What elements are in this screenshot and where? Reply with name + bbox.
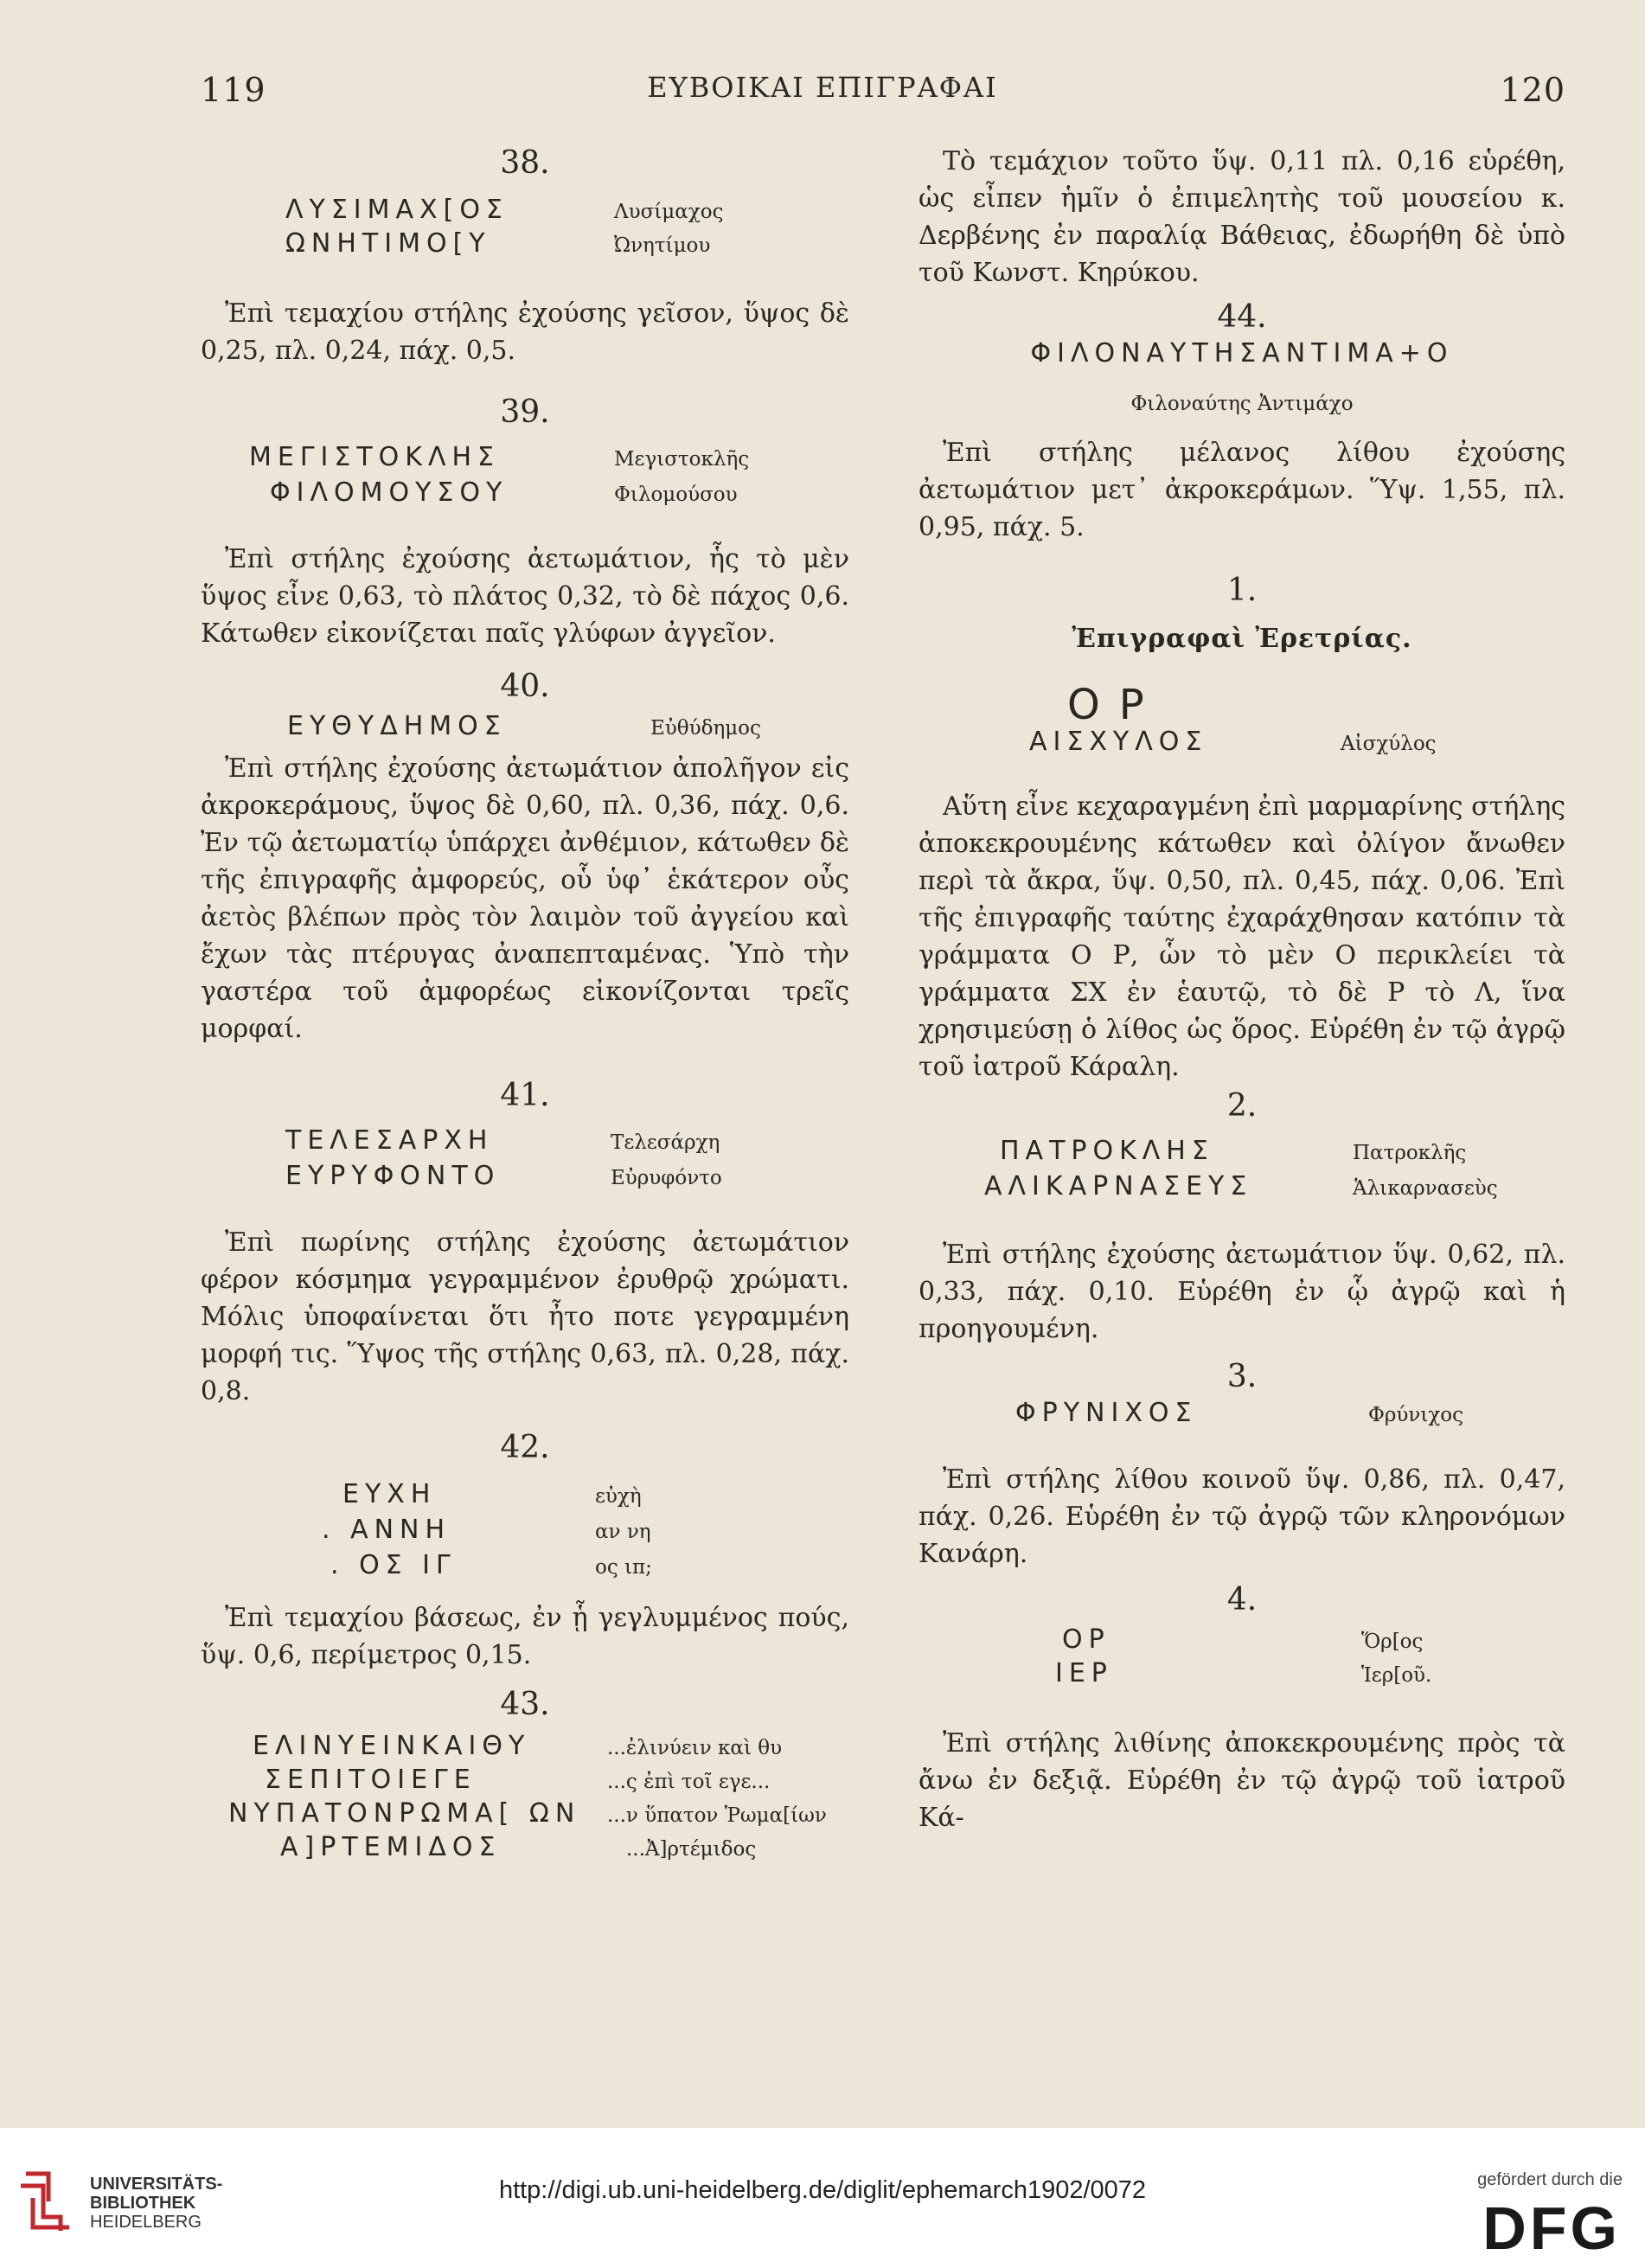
inscription-line xyxy=(919,338,1565,368)
entry-description: Ἐπὶ στήλης ἐχούσης ἀετωμάτιον, ἧς τὸ μὲν ὕψος εἶνε 0,63, τὸ πλάτος 0,32, τὸ δὲ πάχος 0,6. Κάτωθεν εἰκονίζεται παῖς γλύφων ἀγγεῖον. xyxy=(201,544,849,649)
left-column xyxy=(201,143,849,1862)
transcription: Φιλοναύτης Ἀντιμάχο xyxy=(1130,393,1354,415)
inscription-line xyxy=(280,1832,849,1862)
transcription: Μεγιστοκλῆς xyxy=(614,448,750,471)
transcription: Αἰσχύλος xyxy=(1341,733,1437,755)
source-url-link[interactable]: http://digi.ub.uni-heidelberg.de/diglit/ephemarch1902/0072 xyxy=(498,2176,1147,2204)
inscription-text: ΑΛΙΚΑΡΝΑΣΕΥΣ xyxy=(984,1171,1253,1201)
inscription-line xyxy=(287,711,849,741)
entry-description: Ἐπὶ στήλης λιθίνης ἀποκεκρουμένης πρὸς τὰ ἄνω ἐν δεξιᾷ. Εὑρέθη ἐν τῷ ἀγρῷ τοῦ ἰατροῦ Κά- xyxy=(919,1728,1565,1833)
library-name-line: BIBLIOTHEK xyxy=(90,2194,196,2213)
inscription-line xyxy=(984,1171,1565,1201)
entry-number: 38. xyxy=(500,145,550,181)
entry-description: Ἐπὶ τεμαχίου στήλης ἐχούσης γεῖσον, ὕψος δὲ 0,25, πλ. 0,24, πάχ. 0,5. xyxy=(201,298,849,366)
transcription: ος ιπ; xyxy=(595,1556,652,1579)
inscription-line xyxy=(253,1731,849,1761)
inscription-line xyxy=(1029,727,1565,757)
inscription-line xyxy=(285,1161,849,1191)
transcription: Λυσίμαχος xyxy=(614,201,724,223)
dfg-logo: DFG xyxy=(1482,2194,1621,2262)
transcription: Φιλομούσου xyxy=(614,484,738,506)
transcription: Ἁλικαρνασεὺς xyxy=(1353,1177,1498,1200)
transcription: Ὠνητίμου xyxy=(614,234,711,257)
inscription-text: ΕΥΡΥΦΟΝΤΟ xyxy=(285,1161,501,1191)
inscription-text: ΙΕΡ xyxy=(1055,1658,1113,1688)
inscription-text: ΦΡΥΝΙΧΟΣ xyxy=(1015,1398,1198,1428)
inscription-line xyxy=(1000,1136,1565,1166)
inscription-text: ΣΕΠΙΤΟΙΕΓΕ xyxy=(265,1765,477,1795)
entry-number: 44. xyxy=(1217,299,1267,335)
entry-number: 40. xyxy=(500,669,550,704)
inscription-text: Α]ΡΤΕΜΙΔΟΣ xyxy=(280,1832,502,1862)
inscription-text: ΦΙΛΟΝΑΥΤΗΣΑΝΤΙΜΑ+Ο xyxy=(1030,338,1454,368)
inscription-text: ΕΛΙΝΥΕΙΝΚΑΙΘΥ xyxy=(253,1731,531,1761)
entry-number: 39. xyxy=(500,394,550,430)
inscription-line xyxy=(265,1765,849,1795)
inscription-line xyxy=(322,1515,849,1545)
right-column xyxy=(919,143,1565,1836)
entry-number: 3. xyxy=(1226,1359,1258,1394)
transcription: αν νη xyxy=(595,1521,651,1543)
entry-description: Ἐπὶ στήλης ἐχούσης ἀετωμάτιον ὕψ. 0,62, πλ. 0,33, πάχ. 0,10. Εὑρέθη ἐν ᾧ ἀγρῷ καὶ ἡ προηγουμένη. xyxy=(919,1240,1565,1344)
funding-note: gefördert durch die xyxy=(1477,2170,1623,2189)
transcription: εὐχὴ xyxy=(595,1485,642,1508)
entry-description: Αὕτη εἶνε κεχαραγμένη ἐπὶ μαρμαρίνης στήλης ἀποκεκρουμένης κάτωθεν καὶ ὀλίγον ἄνωθεν περὶ τὰ ἄκρα, ὕψ. 0,50, πλ. 0,45, πάχ. 0,06. Ἐπὶ τῆς ἐπιγραφῆς ταύτης ἐχαράχθησαν κατόπιν τὰ γράμματα Ο Ρ, ὧν τὸ μὲν Ο περικλείει τὰ γράμματα ΣΧ ἐν ἑαυτῷ, τὸ δὲ Ρ τὸ Λ, ἵνα χρησιμεύσῃ ὁ λίθος ὡς ὅρος. Εὑρέθη ἐν τῷ ἀγρῷ τοῦ ἰατροῦ Κάραλη. xyxy=(919,791,1565,1082)
entry-description: Τὸ τεμάχιον τοῦτο ὕψ. 0,11 πλ. 0,16 εὑρέθη, ὡς εἶπεν ἡμῖν ὁ ἐπιμελητὴς τοῦ μουσείου κ. Δερβένης ἐν παραλίᾳ Βάθειας, ἐδωρήθη δὲ ὑπὸ τοῦ Κωνστ. Κηρύκου. xyxy=(919,146,1565,288)
inscription-line xyxy=(285,1125,849,1156)
inscription-line xyxy=(342,1479,849,1509)
inscription-line xyxy=(249,442,849,472)
entry-number: 43. xyxy=(500,1687,550,1722)
entry-number: 4. xyxy=(1226,1582,1258,1618)
inscription-line xyxy=(1062,1624,1565,1655)
transcription: Εὐρυφόντο xyxy=(611,1167,722,1189)
inscription-text: ΩΝΗΤΙΜΟ[Υ xyxy=(285,228,491,259)
library-name-line: UNIVERSITÄTS- xyxy=(90,2175,223,2194)
inscription-text: ΜΕΓΙΣΤΟΚΛΗΣ xyxy=(249,442,501,472)
entry-description: Ἐπὶ πωρίνης στήλης ἐχούσης ἀετωμάτιον φέρον κόσμημα γεγραμμένον ἐρυθρῷ χρώματι. Μόλις ὑποφαίνεται ὅτι ἦτο ποτε γεγραμμένη μορφή τις. Ὕψος τῆς στήλης 0,63, πλ. 0,28, πάχ. 0,8. xyxy=(201,1227,849,1406)
inscription-text: ΑΙΣΧΥΛΟΣ xyxy=(1029,727,1208,757)
transcription: Ὅρ[ος xyxy=(1361,1631,1424,1653)
inscription-text: . ΑΝΝΗ xyxy=(322,1515,451,1545)
transcription: ...Ἀ]ρτέμιδος xyxy=(626,1838,757,1861)
inscription-line xyxy=(270,477,849,508)
transcription: Εὐθύδημος xyxy=(650,717,761,740)
transcription: Ἱερ[οῦ. xyxy=(1361,1664,1432,1687)
section-number: 1. xyxy=(1226,573,1258,608)
monogram-text: ΟΡ xyxy=(1067,681,1163,729)
inscription-text: ΦΙΛΟΜΟΥΣΟΥ xyxy=(270,477,509,508)
entry-number: 2. xyxy=(1226,1088,1258,1124)
transcription: Τελεσάρχη xyxy=(611,1131,720,1154)
inscription-line xyxy=(285,195,849,225)
inscription-line xyxy=(1015,1398,1565,1428)
inscription-text: ΟΡ xyxy=(1062,1624,1111,1655)
transcription: Πατροκλῆς xyxy=(1353,1142,1467,1164)
entry-description: Ἐπὶ στήλης μέλανος λίθου ἐχούσης ἀετωμάτιον μετ᾽ ἀκροκεράμων. Ὕψ. 1,55, πλ. 0,95, πάχ. 5. xyxy=(919,438,1565,542)
transcription: ...ς ἐπὶ τοῖ εγε... xyxy=(607,1771,771,1793)
transcription: ...ν ὕπατον Ῥωμα[ίων xyxy=(607,1804,827,1827)
section-title: Ἐπιγραφαὶ Ἐρετρίας. xyxy=(1072,624,1412,654)
inscription-line xyxy=(330,1550,849,1580)
transcription: ...ἐλινύειν καὶ θυ xyxy=(607,1737,783,1759)
inscription-text: . ΟΣ ΙΓ xyxy=(330,1550,457,1580)
inscription-text: ΤΕΛΕΣΑΡΧΗ xyxy=(285,1125,494,1156)
library-name-line: HEIDELBERG xyxy=(90,2213,202,2232)
entry-description: Ἐπὶ στήλης λίθου κοινοῦ ὕψ. 0,86, πλ. 0,47, πάχ. 0,26. Εὑρέθη ἐν τῷ ἀγρῷ τῶν κληρονόμων Κανάρη. xyxy=(919,1464,1565,1569)
running-title: ΕΥΒΟΙΚΑΙ ΕΠΙΓΡΑΦΑΙ xyxy=(647,71,998,104)
inscription-text: ΠΑΤΡΟΚΛΗΣ xyxy=(1000,1136,1214,1166)
page-number-left: 119 xyxy=(201,71,266,109)
inscription-text: ΛΥΣΙΜΑΧ[ΟΣ xyxy=(285,195,509,225)
inscription-text: ΕΥΧΗ xyxy=(342,1479,437,1509)
entry-description: Ἐπὶ τεμαχίου βάσεως, ἐν ᾗ γεγλυμμένος πούς, ὕψ. 0,6, περίμετρος 0,15. xyxy=(201,1603,849,1670)
inscription-line xyxy=(1055,1658,1565,1688)
inscription-text: ΝΥΠΑΤΟΝΡΩΜΑ[ ΩΝ xyxy=(228,1798,581,1829)
entry-description: Ἐπὶ στήλης ἐχούσης ἀετωμάτιον ἀπολῆγον εἰς ἀκροκεράμους, ὕψος δὲ 0,60, πλ. 0,36, πάχ. 0,6. Ἐν τῷ ἀετωματίῳ ὑπάρχει ἀνθέμιον, κάτωθεν δὲ τῆς ἐπιγραφῆς ἀμφορεύς, οὗ ὑφ᾽ ἑκάτερον οὖς ἀετὸς βλέπων πρὸς τὸν λαιμὸν τοῦ ἀγγείου καὶ ἔχων τὰς πτέρυγας ἀναπεπταμένας. Ὑπὸ τὴν γαστέρα τοῦ ἀμφορέως εἰκονίζονται τρεῖς μορφαί. xyxy=(201,753,849,1044)
entry-number: 42. xyxy=(500,1430,550,1465)
inscription-text: ΕΥΘΥΔΗΜΟΣ xyxy=(287,711,507,741)
inscription-line xyxy=(285,228,849,259)
transcription: Φρύνιχος xyxy=(1368,1404,1464,1426)
page-number-right: 120 xyxy=(1500,71,1565,109)
entry-number: 41. xyxy=(500,1078,550,1113)
inscription-line xyxy=(228,1798,849,1829)
